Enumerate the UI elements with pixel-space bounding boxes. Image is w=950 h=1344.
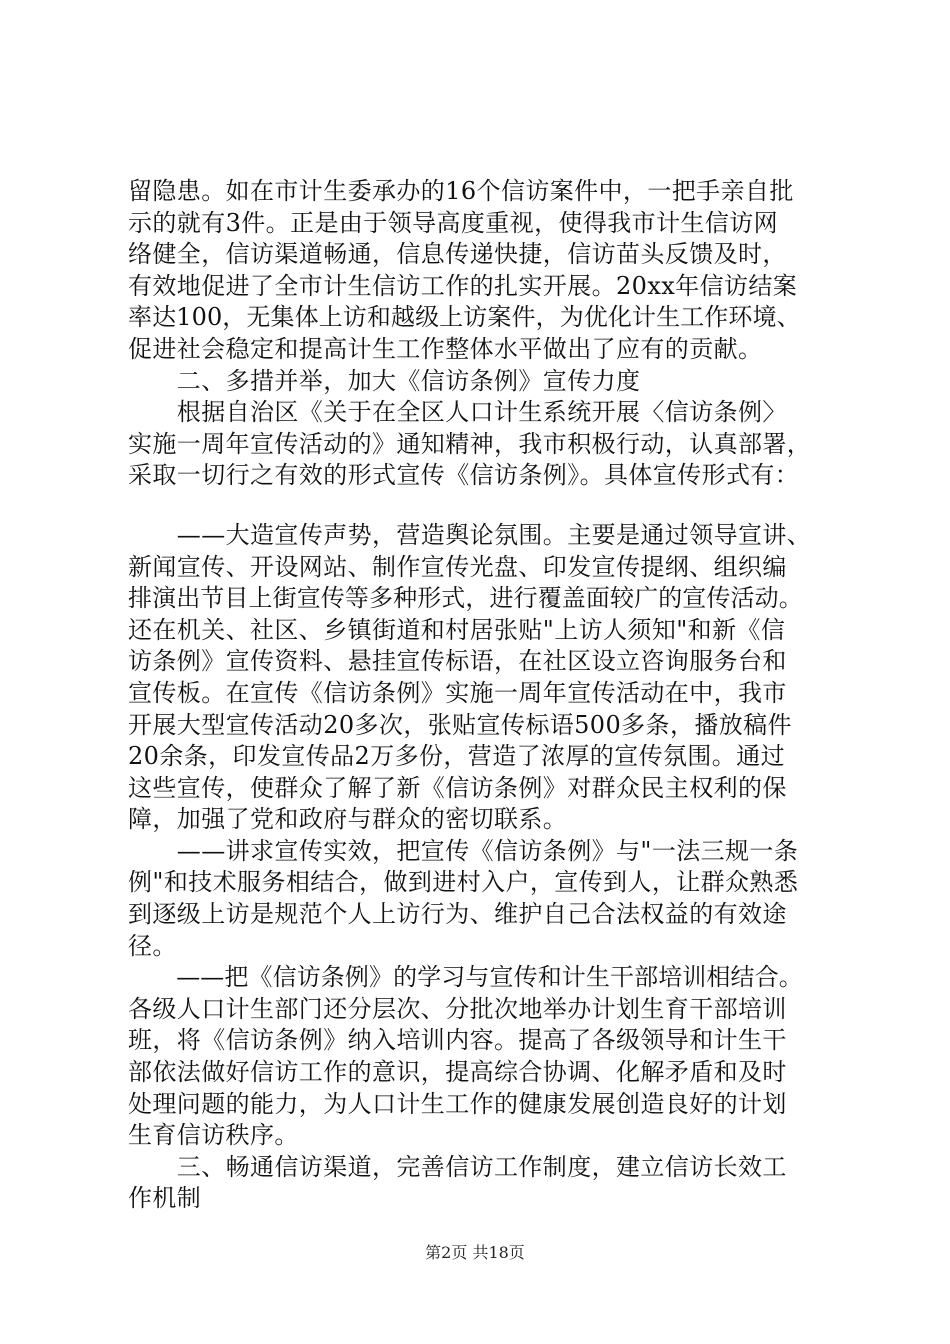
text-line: 根据自治区《关于在全区人口计生系统开展〈信访条例〉 bbox=[128, 398, 787, 427]
page-number: 第2页 共18页 bbox=[425, 1243, 525, 1262]
text-line: 实施一周年宣传活动的》通知精神，我市积极行动，认真部署， bbox=[128, 429, 812, 458]
section-heading: 作机制 bbox=[128, 1184, 202, 1213]
text-line: 20余条，印发宣传品2万多份，营造了浓厚的宣传氛围。通过 bbox=[128, 742, 786, 771]
text-line: 例"和技术服务相结合，做到进村入户，宣传到人，让群众熟悉 bbox=[128, 868, 799, 897]
text-line: ——把《信访条例》的学习与宣传和计生干部培训相结合。 bbox=[128, 963, 803, 992]
text-line: 班，将《信访条例》纳入培训内容。提高了各级领导和计生干 bbox=[128, 1026, 787, 1055]
text-line: 采取一切行之有效的形式宣传《信访条例》。具体宣传形式有： bbox=[128, 461, 800, 490]
section-heading: 二、多措并举，加大《信访条例》宣传力度 bbox=[128, 366, 641, 395]
text-line: 宣传板。在宣传《信访条例》实施一周年宣传活动在中，我市 bbox=[128, 678, 787, 707]
text-line: 络健全，信访渠道畅通，信息传递快捷，信访苗头反馈及时， bbox=[128, 240, 787, 269]
text-line: 促进社会稳定和提高计生工作整体水平做出了应有的贡献。 bbox=[128, 334, 763, 363]
text-line: 各级人口计生部门还分层次、分批次地举办计划生育干部培训 bbox=[128, 994, 787, 1023]
text-line: 访条例》宣传资料、悬挂宣传标语，在社区设立咨询服务台和 bbox=[128, 647, 787, 676]
blank-line bbox=[128, 492, 828, 520]
text-line: 处理问题的能力，为人口计生工作的健康发展创造良好的计划 bbox=[128, 1089, 787, 1118]
document-body bbox=[128, 176, 828, 1215]
text-line: 这些宣传，使群众了解了新《信访条例》对群众民主权利的保 bbox=[128, 773, 787, 802]
text-line: 部依法做好信访工作的意识，提高综合协调、化解矛盾和及时 bbox=[128, 1058, 787, 1087]
section-heading: 三、畅通信访渠道，完善信访工作制度，建立信访长效工 bbox=[128, 1152, 787, 1181]
text-line: 率达100，无集体上访和越级上访案件，为优化计生工作环境、 bbox=[128, 303, 801, 332]
text-line: 生育信访秩序。 bbox=[128, 1121, 299, 1150]
text-line: 新闻宣传、开设网站、制作宣传光盘、印发宣传提纲、组织编 bbox=[128, 552, 787, 581]
text-line: 有效地促进了全市计生信访工作的扎实开展。20xx年信访结案 bbox=[128, 271, 798, 300]
text-line: 径。 bbox=[128, 931, 177, 960]
text-line: 开展大型宣传活动20多次，张贴宣传标语500多条，播放稿件 bbox=[128, 710, 792, 739]
text-line: 还在机关、社区、乡镇街道和村居张贴"上访人须知"和新《信 bbox=[128, 615, 786, 644]
text-line: 排演出节目上街宣传等多种形式，进行覆盖面较广的宣传活动。 bbox=[128, 584, 803, 613]
text-line: 到逐级上访是规范个人上访行为、维护自己合法权益的有效途 bbox=[128, 900, 787, 929]
text-line: ——讲求宣传实效，把宣传《信访条例》与"一法三规一条 bbox=[128, 836, 799, 865]
text-line: ——大造宣传声势，营造舆论氛围。主要是通过领导宣讲、 bbox=[128, 520, 812, 549]
text-line: 留隐患。如在市计生委承办的16个信访案件中，一把手亲自批 bbox=[128, 177, 794, 205]
text-line: 障，加强了党和政府与群众的密切联系。 bbox=[128, 805, 568, 834]
text-line: 示的就有3件。正是由于领导高度重视，使得我市计生信访网 bbox=[128, 208, 779, 237]
